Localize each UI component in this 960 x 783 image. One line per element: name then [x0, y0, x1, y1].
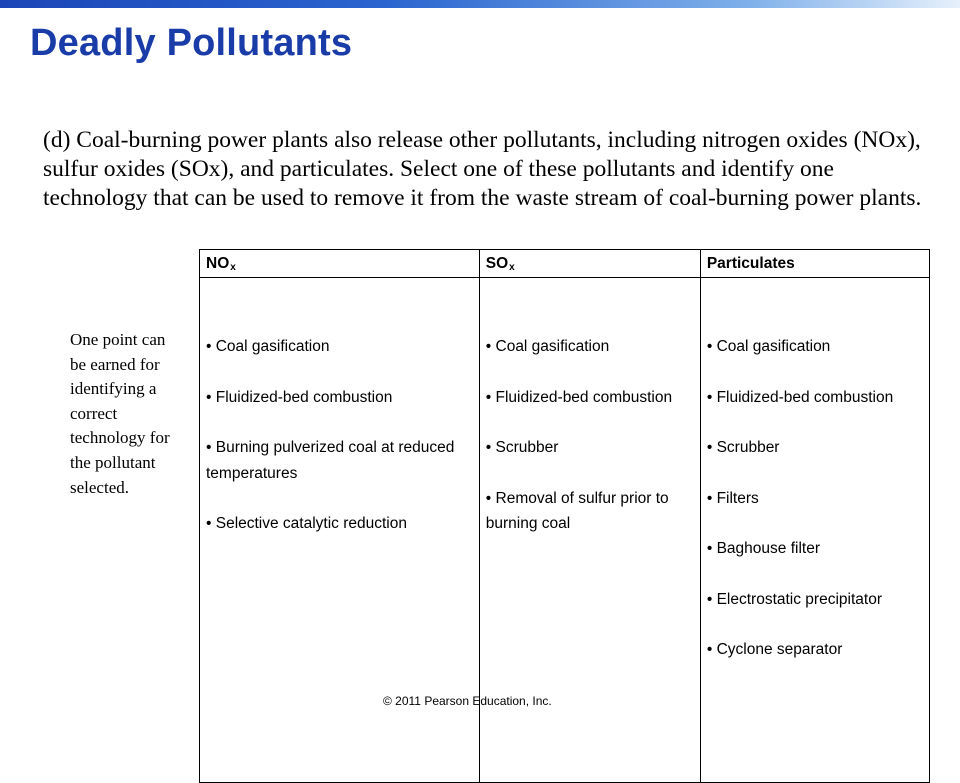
- question-text: (d) Coal-burning power plants also release other pollutants, including nitrogen oxides (NOx), sulfur oxides (SOx), and particulates. Select one of these pollutants and identify one technology that can be used to remove it from the waste stream of coal-burning power plants.: [43, 127, 922, 211]
- list-item: • Fluidized-bed combustion: [206, 388, 393, 406]
- table-row: [200, 278, 930, 783]
- table-header-row: [200, 250, 930, 278]
- header-nox-base: NO: [206, 254, 230, 272]
- nox-technology-list: [206, 334, 473, 537]
- header-sox: [479, 250, 700, 278]
- list-item: • Fluidized-bed combustion: [706, 388, 894, 406]
- list-item: • Selective catalytic reduction: [206, 515, 407, 532]
- list-item: • Scrubber: [706, 439, 780, 456]
- header-particulates-label: Particulates: [706, 254, 795, 272]
- particulates-technologies-cell: [700, 278, 929, 783]
- list-item: • Filters: [706, 489, 759, 507]
- list-item: • Cyclone separator: [706, 641, 843, 658]
- sox-technology-list: [486, 334, 694, 537]
- list-item: • Removal of sulfur prior to burning coal: [485, 489, 669, 532]
- pollutant-technology-table: [199, 249, 930, 783]
- header-sox-base: SO: [485, 254, 509, 272]
- list-item: • Coal gasification: [206, 338, 330, 355]
- header-sox-subscript: x: [509, 261, 515, 273]
- list-item: • Fluidized-bed combustion: [485, 388, 673, 406]
- list-item: • Electrostatic precipitator: [706, 590, 882, 608]
- header-nox-subscript: x: [230, 261, 236, 273]
- list-item: • Coal gasification: [706, 338, 831, 355]
- top-accent-bar: [0, 0, 960, 8]
- list-item: • Burning pulverized coal at reduced temperatures: [206, 439, 455, 482]
- header-particulates: [700, 250, 929, 278]
- page-title: Deadly Pollutants: [30, 22, 353, 64]
- list-item: • Baghouse filter: [706, 540, 820, 557]
- list-item: • Coal gasification: [485, 338, 610, 355]
- copyright-footer: © 2011 Pearson Education, Inc.: [383, 694, 552, 708]
- particulates-technology-list: [707, 334, 923, 663]
- scoring-note: One point can be earned for identifying a correct technology for the pollutant selected.: [70, 330, 170, 497]
- list-item: • Scrubber: [485, 439, 559, 456]
- header-nox: [200, 250, 480, 278]
